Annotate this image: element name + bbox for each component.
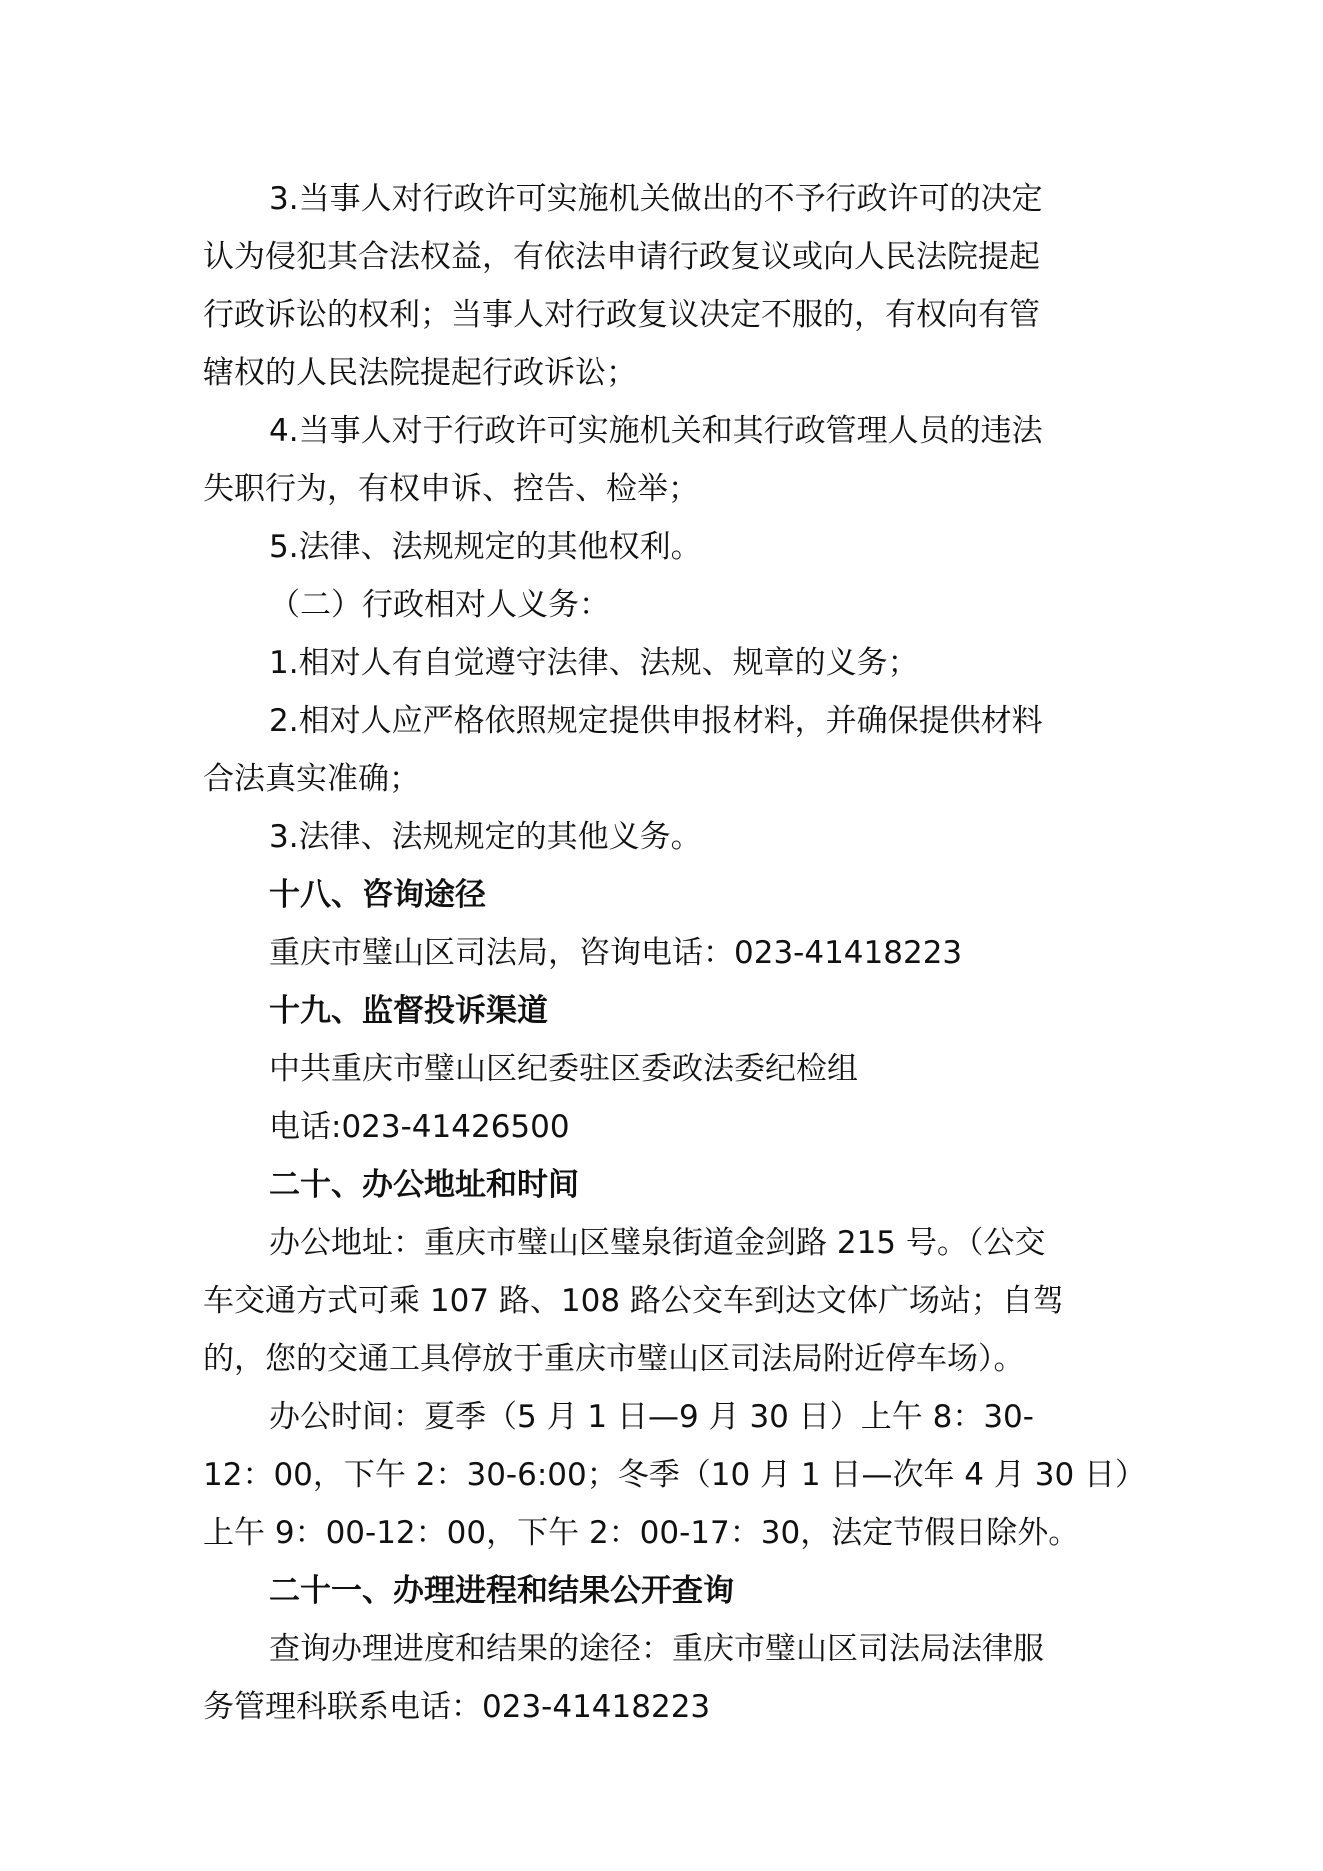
text-line: 辖权的人民法院提起行政诉讼；: [203, 355, 637, 391]
text-line: 车交通方式可乘 107 路、108 路公交车到达文体广场站；自驾: [203, 1283, 1064, 1319]
paragraph-right-4: [203, 402, 1103, 518]
text-line: 办公地址：重庆市璧山区璧泉街道金剑路 215 号。（公交: [269, 1225, 1046, 1261]
text-line: 认为侵犯其合法权益，有依法申请行政复议或向人民法院提起: [203, 239, 1040, 275]
supervision-office: 中共重庆市璧山区纪委驻区委政法委纪检组: [269, 1051, 858, 1087]
section-heading-18: 十八、咨询途径: [269, 877, 486, 913]
paragraph-obligation-2: [203, 692, 1103, 808]
office-address: [203, 1214, 1103, 1388]
supervision-phone: 电话:023-41426500: [269, 1109, 570, 1145]
text-line: 12：00，下午 2：30-6:00；冬季（10 月 1 日—次年 4 月 30 日）: [203, 1457, 1147, 1493]
section-heading-21: 二十一、办理进程和结果公开查询: [269, 1573, 734, 1609]
paragraph-right-5: 5.法律、法规规定的其他权利。: [269, 529, 702, 565]
text-line: 的，您的交通工具停放于重庆市璧山区司法局附近停车场）。: [203, 1341, 1025, 1377]
text-line: 2.相对人应严格依照规定提供申报材料，并确保提供材料: [269, 703, 1043, 739]
office-hours: [203, 1388, 1147, 1562]
document-body: [203, 170, 1147, 1736]
text-line: 查询办理进度和结果的途径：重庆市璧山区司法局法律服: [269, 1631, 1044, 1667]
text-line: 合法真实准确；: [203, 761, 420, 797]
text-line: 失职行为，有权申诉、控告、检举；: [203, 471, 699, 507]
section-heading-20: 二十、办公地址和时间: [269, 1167, 579, 1203]
paragraph-obligation-1: 1.相对人有自觉遵守法律、法规、规章的义务；: [269, 645, 919, 681]
progress-query: [203, 1620, 1103, 1736]
paragraph-right-3: [203, 170, 1103, 402]
section-heading-19: 十九、监督投诉渠道: [269, 993, 548, 1029]
text-line: 务管理科联系电话：023-41418223: [203, 1689, 711, 1725]
consultation-contact: 重庆市璧山区司法局，咨询电话：023-41418223: [269, 935, 963, 971]
text-line: 3.当事人对行政许可实施机关做出的不予行政许可的决定: [269, 181, 1043, 217]
text-line: 办公时间：夏季（5 月 1 日—9 月 30 日）上午 8：30-: [269, 1399, 1034, 1435]
text-line: 4.当事人对于行政许可实施机关和其行政管理人员的违法: [269, 413, 1043, 449]
subheading-obligations: （二）行政相对人义务：: [269, 587, 610, 623]
text-line: 上午 9：00-12：00，下午 2：00-17：30，法定节假日除外。: [203, 1515, 1080, 1551]
paragraph-obligation-3: 3.法律、法规规定的其他义务。: [269, 819, 702, 855]
text-line: 行政诉讼的权利；当事人对行政复议决定不服的，有权向有管: [203, 297, 1040, 333]
